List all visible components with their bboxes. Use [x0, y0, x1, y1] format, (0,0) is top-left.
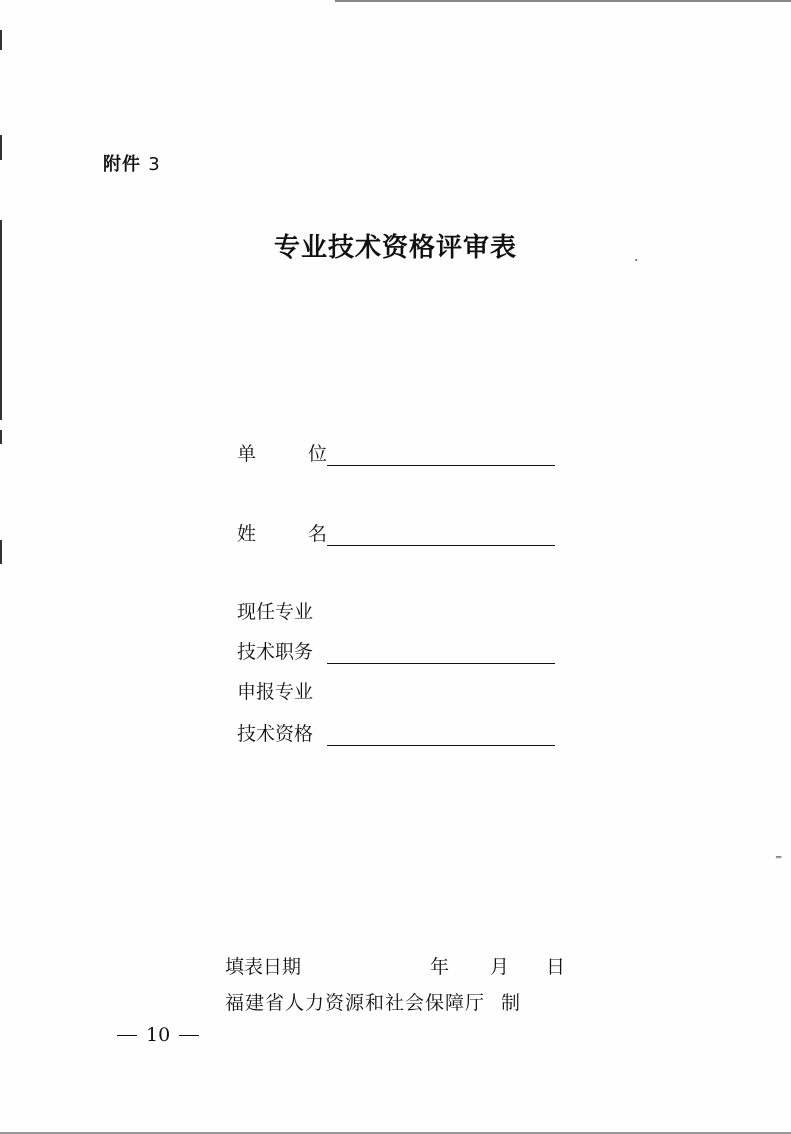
- fill-date-year: 年: [430, 956, 450, 978]
- field-applied-title-label-line2: 技术资格: [237, 723, 314, 745]
- field-applied-title-line2: [237, 716, 555, 746]
- field-name-blank-line[interactable]: [327, 521, 555, 546]
- field-current-title-line1: [237, 594, 313, 624]
- field-unit: [237, 436, 555, 466]
- field-current-title-blank-line[interactable]: [327, 639, 555, 664]
- page-number-dash-left: [117, 1035, 137, 1036]
- field-applied-title-line1: [237, 674, 313, 704]
- scan-top-rule: [335, 0, 791, 2]
- field-name: [237, 516, 555, 546]
- field-unit-label-char-2: 位: [307, 443, 327, 465]
- fill-date-row: [225, 952, 570, 982]
- page-title: 专业技术资格评审表: [273, 233, 517, 263]
- page-number-dash-right: [179, 1035, 199, 1036]
- field-unit-label-char-1: 单: [237, 443, 257, 465]
- field-applied-title-label-line1: 申报专业: [237, 681, 314, 703]
- issuer-suffix: 制: [501, 992, 522, 1014]
- attachment-number: 3: [148, 154, 161, 175]
- scan-speck: ·: [634, 253, 639, 269]
- page-number: [117, 1024, 199, 1046]
- field-name-label-char-2: 名: [307, 523, 327, 545]
- scan-mark: ⁼: [775, 852, 783, 868]
- attachment-label: [103, 150, 161, 176]
- fill-date-label: 填表日期: [225, 956, 302, 978]
- page-number-value: 10: [146, 1024, 171, 1046]
- field-unit-label: [237, 439, 327, 466]
- issuer-line: [225, 988, 521, 1015]
- field-name-label-char-1: 姓: [237, 523, 257, 545]
- issuer-name: 福建省人力资源和社会保障厅: [225, 992, 486, 1014]
- field-applied-title-blank-line[interactable]: [327, 721, 555, 746]
- fill-date-day: 日: [546, 956, 566, 978]
- attachment-text: 附件: [103, 154, 141, 175]
- field-current-title-line2: [237, 634, 555, 664]
- fill-date-month: 月: [490, 956, 510, 978]
- field-name-label: [237, 519, 327, 546]
- field-current-title-label-line2: 技术职务: [237, 641, 314, 663]
- scan-left-edge: [0, 0, 3, 1134]
- field-unit-blank-line[interactable]: [327, 441, 555, 466]
- field-current-title-label-line1: 现任专业: [237, 601, 314, 623]
